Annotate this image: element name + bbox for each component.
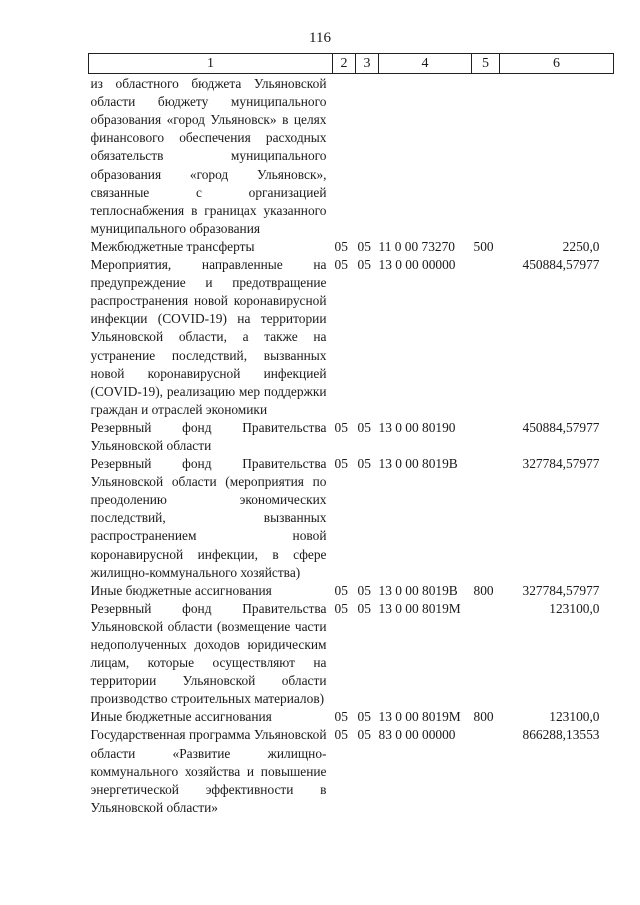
row-section	[333, 74, 356, 238]
row-section: 05	[334, 419, 348, 435]
table-body	[89, 74, 614, 817]
row-subsection: 05	[357, 582, 371, 598]
table-row	[89, 455, 614, 582]
row-target-code: 11 0 00 73270	[378, 238, 455, 254]
table-row	[89, 419, 614, 455]
table-row	[89, 238, 614, 256]
row-target-code: 13 0 00 8019В	[378, 456, 458, 472]
row-subsection: 05	[357, 456, 371, 472]
table-header	[89, 54, 614, 74]
row-amount	[500, 74, 614, 238]
row-expense-type	[472, 256, 500, 419]
row-amount: 123100,0	[549, 709, 600, 725]
row-section: 05	[334, 238, 348, 254]
row-target-code: 13 0 00 80190	[378, 419, 456, 435]
row-amount: 2250,0	[562, 238, 600, 254]
row-name: Иные бюджетные ассигнования	[90, 709, 272, 725]
row-name: из областного бюджета Ульяновской области бюджету муниципального образования «город Ульяновск» в целях финансового обеспечения расходных обязательств муниципального образования «город Ульяновск», связанные с организацией теплоснабжения в границах указанного муниципального образования	[90, 76, 327, 236]
column-header-6: 6	[500, 54, 614, 74]
row-expense-type	[472, 455, 500, 582]
budget-table	[88, 53, 614, 817]
row-subsection: 05	[357, 238, 371, 254]
row-target-code: 13 0 00 8019М	[378, 600, 461, 616]
row-name: Резервный фонд Правительства Ульяновской области (мероприятия по преодолению экономических последствий, вызванных распространением новой коронавирусной инфекции, в сфере жилищно-коммунального хозяйства)	[90, 456, 327, 580]
row-subsection: 05	[357, 709, 371, 725]
table-row	[89, 256, 614, 419]
row-target-code: 13 0 00 00000	[378, 257, 456, 273]
row-target-code	[379, 74, 472, 238]
row-expense-type	[472, 600, 500, 709]
column-header-5: 5	[472, 54, 500, 74]
row-amount: 123100,0	[549, 600, 600, 616]
column-header-2: 2	[333, 54, 356, 74]
row-expense-type	[472, 74, 500, 238]
row-subsection: 05	[357, 419, 371, 435]
row-name: Мероприятия, направленные на предупреждение и предотвращение распространения новой коронавирусной инфекции (COVID-19) на территории Ульяновской области, а также на устранение последствий, вызванных новой коронавирусной инфекцией (COVID-19), реализацию мер поддержки граждан и отраслей экономики	[90, 257, 327, 417]
row-section: 05	[334, 709, 348, 725]
row-amount: 450884,57977	[522, 419, 600, 435]
row-target-code: 83 0 00 00000	[378, 727, 456, 743]
row-section: 05	[334, 600, 348, 616]
row-name: Резервный фонд Правительства Ульяновской области (возмещение части недополученных доходов юридическим лицам, которые осуществляют на территории Ульяновской области производство строительных материалов)	[90, 600, 327, 707]
row-expense-type: 800	[473, 582, 494, 598]
row-amount: 327784,57977	[522, 582, 600, 598]
row-expense-type	[472, 726, 500, 816]
row-amount: 450884,57977	[522, 257, 600, 273]
table-row	[89, 74, 614, 238]
row-target-code: 13 0 00 8019В	[378, 582, 458, 598]
page-number: 116	[309, 30, 331, 46]
row-subsection	[356, 74, 379, 238]
row-section: 05	[334, 582, 348, 598]
row-expense-type: 500	[473, 238, 494, 254]
row-name: Межбюджетные трансферты	[90, 238, 255, 254]
row-amount: 327784,57977	[522, 456, 600, 472]
row-expense-type: 800	[473, 709, 494, 725]
row-target-code: 13 0 00 8019М	[378, 709, 461, 725]
table-row	[89, 708, 614, 726]
column-header-3: 3	[356, 54, 379, 74]
row-subsection: 05	[357, 727, 371, 743]
row-section: 05	[334, 257, 348, 273]
table-row	[89, 582, 614, 600]
table-row	[89, 600, 614, 709]
row-amount: 866288,13553	[522, 727, 600, 743]
row-name: Государственная программа Ульяновской области «Развитие жилищно-коммунального хозяйства и повышение энергетической эффективности в Ульяновской области»	[90, 727, 327, 815]
row-subsection: 05	[357, 257, 371, 273]
row-section: 05	[334, 456, 348, 472]
row-name: Иные бюджетные ассигнования	[90, 582, 272, 598]
column-header-4: 4	[379, 54, 472, 74]
row-subsection: 05	[357, 600, 371, 616]
table-row	[89, 726, 614, 816]
row-expense-type	[472, 419, 500, 455]
row-section: 05	[334, 727, 348, 743]
column-header-1: 1	[89, 54, 333, 74]
row-name: Резервный фонд Правительства Ульяновской области	[90, 419, 327, 453]
